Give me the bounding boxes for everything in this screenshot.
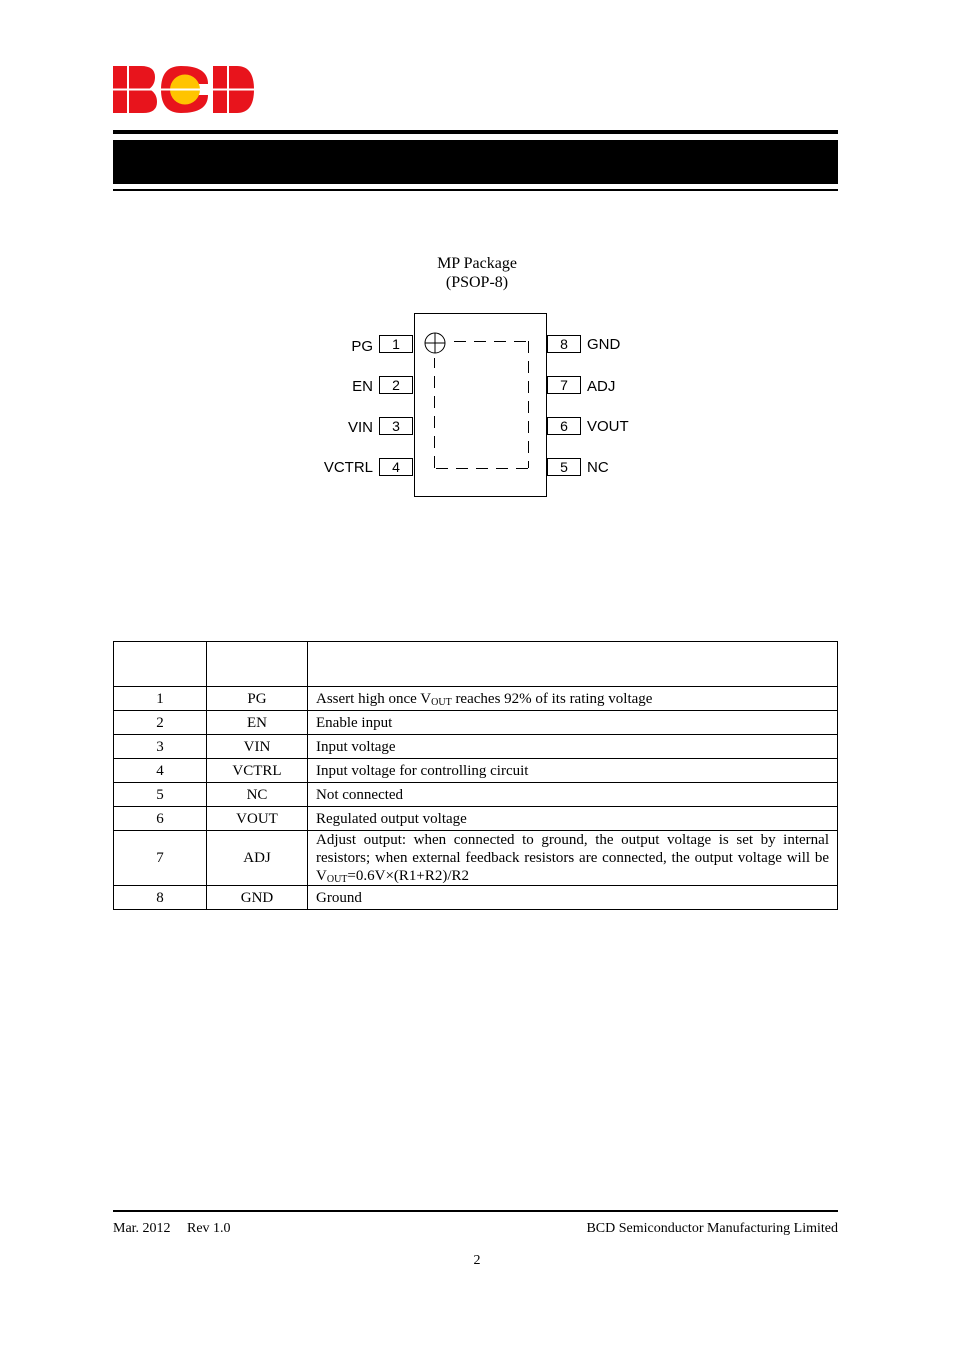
pin-function: Adjust output: when connected to ground, the output voltage is set by internal resistors; when external feedback resistors are connected, the output voltage will be $V_{OUT}=0.6V\times(R1+R2)/R2$ bbox=[308, 831, 838, 886]
table-row bbox=[114, 687, 838, 711]
pin-label-vctrl: VCTRL bbox=[323, 459, 373, 476]
pin-1: 1 bbox=[379, 335, 413, 353]
header-title-band bbox=[113, 140, 838, 184]
header-cell-name bbox=[207, 642, 308, 687]
pin-function: Ground bbox=[308, 886, 838, 910]
table-row bbox=[114, 783, 838, 807]
pin-label-vout: VOUT bbox=[587, 418, 629, 435]
pin-label-pg: PG bbox=[351, 338, 373, 355]
pin-name: PG bbox=[207, 687, 308, 711]
pin-label-adj: ADJ bbox=[587, 378, 616, 395]
table-row bbox=[114, 759, 838, 783]
package-name: MP Package bbox=[437, 255, 517, 272]
pin-2: 2 bbox=[379, 376, 413, 394]
header-cell-function bbox=[308, 642, 838, 687]
pin-label-vin: VIN bbox=[347, 419, 373, 436]
pin-name: GND bbox=[207, 886, 308, 910]
footer-revision: Rev 1.0 bbox=[187, 1221, 231, 1236]
footer-company: BCD Semiconductor Manufacturing Limited bbox=[586, 1221, 838, 1236]
pin-function: Input voltage bbox=[308, 735, 838, 759]
page-number: 2 bbox=[473, 1253, 481, 1268]
table-header-row bbox=[114, 642, 838, 687]
pin-label-gnd: GND bbox=[587, 336, 621, 353]
footer-date: Mar. 2012 bbox=[113, 1221, 171, 1236]
pin-name: EN bbox=[207, 711, 308, 735]
pin-number: 4 bbox=[114, 759, 207, 783]
pin-name: VCTRL bbox=[207, 759, 308, 783]
pin-7: 7 bbox=[547, 376, 581, 394]
package-type: (PSOP-8) bbox=[445, 274, 509, 291]
pin-4: 4 bbox=[379, 458, 413, 476]
pin-8: 8 bbox=[547, 335, 581, 353]
pin-number: 6 bbox=[114, 807, 207, 831]
pin-function: Not connected bbox=[308, 783, 838, 807]
table-row bbox=[114, 807, 838, 831]
pin-function: Assert high once $V_{OUT}$ reaches 92% of its rating voltage bbox=[308, 687, 838, 711]
pin-name: VOUT bbox=[207, 807, 308, 831]
pin-description-table bbox=[113, 641, 838, 910]
pin-number: 5 bbox=[114, 783, 207, 807]
pin-label-en: EN bbox=[352, 378, 373, 395]
pin-6: 6 bbox=[547, 417, 581, 435]
pin-function: Enable input bbox=[308, 711, 838, 735]
pin-3: 3 bbox=[379, 417, 413, 435]
pin-5: 5 bbox=[547, 458, 581, 476]
header-cell-number bbox=[114, 642, 207, 687]
footer-rule bbox=[113, 1210, 838, 1212]
table-row bbox=[114, 711, 838, 735]
table-row bbox=[114, 831, 838, 886]
pin-name: NC bbox=[207, 783, 308, 807]
pin-number: 7 bbox=[114, 831, 207, 886]
pin-name: VIN bbox=[207, 735, 308, 759]
bcd-logo bbox=[113, 64, 255, 115]
pin-label-nc: NC bbox=[587, 459, 609, 476]
pin-name: ADJ bbox=[207, 831, 308, 886]
pin-number: 3 bbox=[114, 735, 207, 759]
table-row bbox=[114, 735, 838, 759]
pin-number: 1 bbox=[114, 687, 207, 711]
header-top-rule bbox=[113, 130, 838, 134]
pin-function: Regulated output voltage bbox=[308, 807, 838, 831]
pin-number: 2 bbox=[114, 711, 207, 735]
pin-number: 8 bbox=[114, 886, 207, 910]
table-row bbox=[114, 886, 838, 910]
pin-function: Input voltage for controlling circuit bbox=[308, 759, 838, 783]
header-bottom-rule bbox=[113, 189, 838, 191]
